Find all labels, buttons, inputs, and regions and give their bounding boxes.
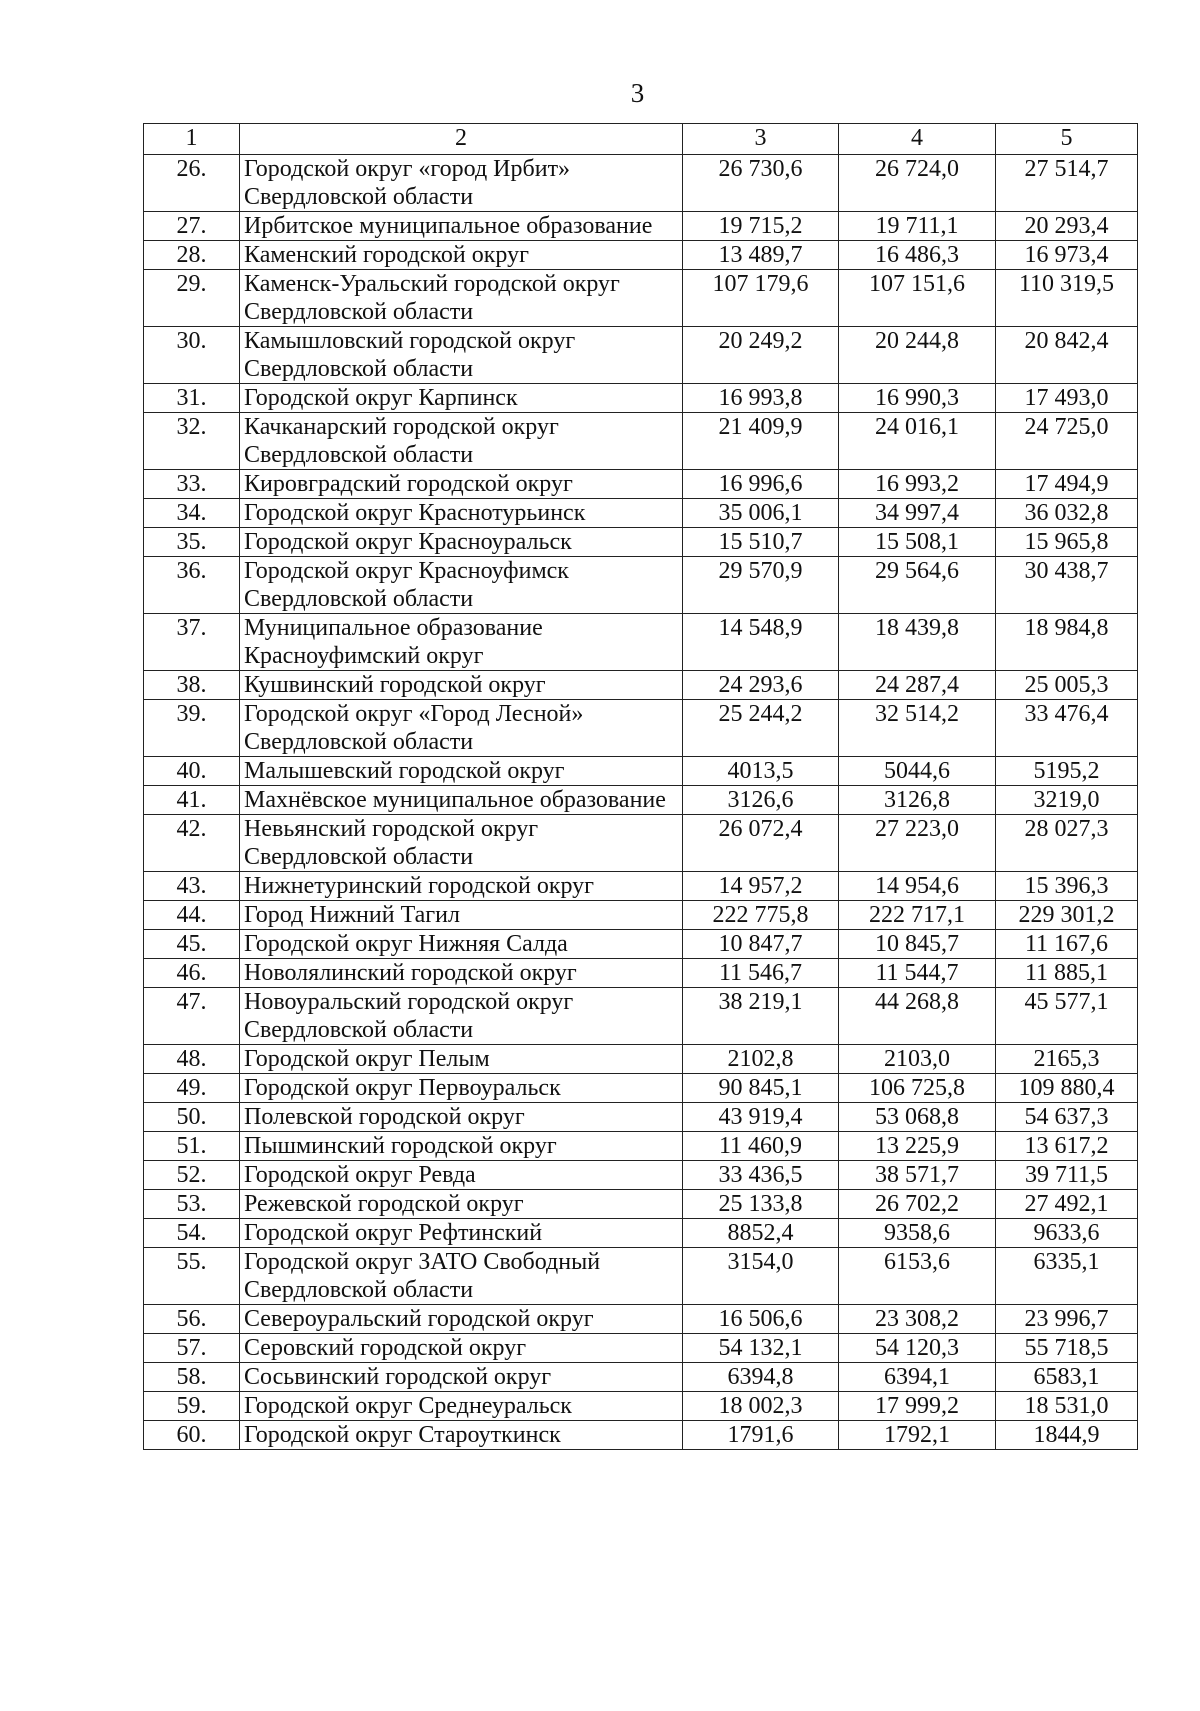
table-row: [144, 700, 1138, 757]
row-number-cell: 52.: [144, 1161, 240, 1190]
value-cell-col4: 16 486,3: [839, 241, 996, 270]
value-cell-col3: 1791,6: [683, 1421, 839, 1450]
row-number-cell: 32.: [144, 413, 240, 470]
value-cell-col5: 39 711,5: [996, 1161, 1138, 1190]
table-header-row: [144, 124, 1138, 155]
row-number-cell: 45.: [144, 930, 240, 959]
municipality-name-cell: Камышловский городской округ Свердловской области: [240, 327, 683, 384]
row-number-cell: 53.: [144, 1190, 240, 1219]
value-cell-col3: 14 548,9: [683, 614, 839, 671]
value-cell-col3: 29 570,9: [683, 557, 839, 614]
value-cell-col5: 20 842,4: [996, 327, 1138, 384]
value-cell-col5: 25 005,3: [996, 671, 1138, 700]
value-cell-col4: 32 514,2: [839, 700, 996, 757]
table-row: [144, 1103, 1138, 1132]
value-cell-col5: 30 438,7: [996, 557, 1138, 614]
municipality-name-cell: Нижнетуринский городской округ: [240, 872, 683, 901]
value-cell-col5: 229 301,2: [996, 901, 1138, 930]
municipality-name-cell: Городской округ Нижняя Салда: [240, 930, 683, 959]
value-cell-col4: 3126,8: [839, 786, 996, 815]
row-number-cell: 33.: [144, 470, 240, 499]
value-cell-col3: 33 436,5: [683, 1161, 839, 1190]
table-row: [144, 1363, 1138, 1392]
table-row: [144, 1045, 1138, 1074]
table-row: [144, 671, 1138, 700]
value-cell-col4: 10 845,7: [839, 930, 996, 959]
value-cell-col3: 38 219,1: [683, 988, 839, 1045]
value-cell-col5: 5195,2: [996, 757, 1138, 786]
value-cell-col4: 16 993,2: [839, 470, 996, 499]
row-number-cell: 54.: [144, 1219, 240, 1248]
value-cell-col3: 24 293,6: [683, 671, 839, 700]
value-cell-col4: 23 308,2: [839, 1305, 996, 1334]
table-row: [144, 499, 1138, 528]
municipality-name-cell: Режевской городской округ: [240, 1190, 683, 1219]
table-row: [144, 1219, 1138, 1248]
value-cell-col4: 106 725,8: [839, 1074, 996, 1103]
row-number-cell: 46.: [144, 959, 240, 988]
row-number-cell: 49.: [144, 1074, 240, 1103]
table-row: [144, 1392, 1138, 1421]
value-cell-col3: 222 775,8: [683, 901, 839, 930]
row-number-cell: 31.: [144, 384, 240, 413]
table-row: [144, 270, 1138, 327]
table-row: [144, 413, 1138, 470]
municipality-name-cell: Городской округ Староуткинск: [240, 1421, 683, 1450]
row-number-cell: 50.: [144, 1103, 240, 1132]
value-cell-col5: 20 293,4: [996, 212, 1138, 241]
row-number-cell: 26.: [144, 155, 240, 212]
table-row: [144, 384, 1138, 413]
row-number-cell: 48.: [144, 1045, 240, 1074]
value-cell-col3: 2102,8: [683, 1045, 839, 1074]
value-cell-col4: 27 223,0: [839, 815, 996, 872]
value-cell-col4: 2103,0: [839, 1045, 996, 1074]
value-cell-col3: 11 460,9: [683, 1132, 839, 1161]
municipality-name-cell: Город Нижний Тагил: [240, 901, 683, 930]
value-cell-col3: 43 919,4: [683, 1103, 839, 1132]
value-cell-col5: 17 494,9: [996, 470, 1138, 499]
municipality-name-cell: Кушвинский городской округ: [240, 671, 683, 700]
value-cell-col3: 35 006,1: [683, 499, 839, 528]
value-cell-col3: 14 957,2: [683, 872, 839, 901]
value-cell-col4: 24 287,4: [839, 671, 996, 700]
municipality-name-cell: Ирбитское муниципальное образование: [240, 212, 683, 241]
row-number-cell: 28.: [144, 241, 240, 270]
municipality-name-cell: Городской округ Среднеуральск: [240, 1392, 683, 1421]
value-cell-col4: 24 016,1: [839, 413, 996, 470]
value-cell-col4: 26 702,2: [839, 1190, 996, 1219]
value-cell-col4: 18 439,8: [839, 614, 996, 671]
value-cell-col3: 4013,5: [683, 757, 839, 786]
row-number-cell: 29.: [144, 270, 240, 327]
value-cell-col3: 25 133,8: [683, 1190, 839, 1219]
value-cell-col3: 16 996,6: [683, 470, 839, 499]
value-cell-col3: 90 845,1: [683, 1074, 839, 1103]
header-cell-2: 2: [240, 124, 683, 155]
municipality-name-cell: Городской округ Первоуральск: [240, 1074, 683, 1103]
value-cell-col3: 107 179,6: [683, 270, 839, 327]
table-row: [144, 872, 1138, 901]
value-cell-col5: 15 965,8: [996, 528, 1138, 557]
value-cell-col4: 1792,1: [839, 1421, 996, 1450]
value-cell-col3: 10 847,7: [683, 930, 839, 959]
municipality-name-cell: Городской округ «город Ирбит» Свердловской области: [240, 155, 683, 212]
value-cell-col3: 16 993,8: [683, 384, 839, 413]
value-cell-col5: 109 880,4: [996, 1074, 1138, 1103]
row-number-cell: 27.: [144, 212, 240, 241]
value-cell-col4: 11 544,7: [839, 959, 996, 988]
value-cell-col4: 38 571,7: [839, 1161, 996, 1190]
municipality-name-cell: Городской округ Пелым: [240, 1045, 683, 1074]
value-cell-col5: 3219,0: [996, 786, 1138, 815]
municipality-name-cell: Пышминский городской округ: [240, 1132, 683, 1161]
table-body: [144, 124, 1138, 1450]
value-cell-col5: 15 396,3: [996, 872, 1138, 901]
municipality-name-cell: Малышевский городской округ: [240, 757, 683, 786]
value-cell-col3: 3154,0: [683, 1248, 839, 1305]
value-cell-col3: 11 546,7: [683, 959, 839, 988]
municipality-name-cell: Сосьвинский городской округ: [240, 1363, 683, 1392]
row-number-cell: 37.: [144, 614, 240, 671]
municipality-table: [143, 123, 1138, 1450]
value-cell-col3: 26 072,4: [683, 815, 839, 872]
municipality-name-cell: Махнёвское муниципальное образование: [240, 786, 683, 815]
municipality-name-cell: Серовский городской округ: [240, 1334, 683, 1363]
row-number-cell: 36.: [144, 557, 240, 614]
table-row: [144, 1305, 1138, 1334]
value-cell-col5: 6335,1: [996, 1248, 1138, 1305]
row-number-cell: 51.: [144, 1132, 240, 1161]
header-cell-3: 3: [683, 124, 839, 155]
table-row: [144, 241, 1138, 270]
table-row: [144, 1074, 1138, 1103]
table-row: [144, 155, 1138, 212]
table-row: [144, 1248, 1138, 1305]
value-cell-col5: 54 637,3: [996, 1103, 1138, 1132]
value-cell-col4: 26 724,0: [839, 155, 996, 212]
table-row: [144, 959, 1138, 988]
row-number-cell: 58.: [144, 1363, 240, 1392]
municipality-name-cell: Новолялинский городской округ: [240, 959, 683, 988]
value-cell-col3: 8852,4: [683, 1219, 839, 1248]
value-cell-col5: 17 493,0: [996, 384, 1138, 413]
value-cell-col4: 54 120,3: [839, 1334, 996, 1363]
value-cell-col3: 18 002,3: [683, 1392, 839, 1421]
municipality-name-cell: Качканарский городской округ Свердловской области: [240, 413, 683, 470]
municipality-name-cell: Каменский городской округ: [240, 241, 683, 270]
municipality-name-cell: Городской округ Красноуфимск Свердловской области: [240, 557, 683, 614]
value-cell-col4: 222 717,1: [839, 901, 996, 930]
value-cell-col5: 1844,9: [996, 1421, 1138, 1450]
value-cell-col5: 18 531,0: [996, 1392, 1138, 1421]
header-cell-4: 4: [839, 124, 996, 155]
value-cell-col3: 6394,8: [683, 1363, 839, 1392]
value-cell-col5: 27 514,7: [996, 155, 1138, 212]
value-cell-col5: 45 577,1: [996, 988, 1138, 1045]
value-cell-col4: 20 244,8: [839, 327, 996, 384]
row-number-cell: 60.: [144, 1421, 240, 1450]
value-cell-col4: 13 225,9: [839, 1132, 996, 1161]
municipality-name-cell: Городской округ ЗАТО Свободный Свердловской области: [240, 1248, 683, 1305]
municipality-name-cell: Городской округ «Город Лесной» Свердловской области: [240, 700, 683, 757]
table-row: [144, 1421, 1138, 1450]
row-number-cell: 39.: [144, 700, 240, 757]
value-cell-col4: 19 711,1: [839, 212, 996, 241]
table-row: [144, 757, 1138, 786]
value-cell-col5: 36 032,8: [996, 499, 1138, 528]
value-cell-col5: 11 885,1: [996, 959, 1138, 988]
value-cell-col4: 53 068,8: [839, 1103, 996, 1132]
value-cell-col4: 34 997,4: [839, 499, 996, 528]
row-number-cell: 40.: [144, 757, 240, 786]
municipality-name-cell: Полевской городской округ: [240, 1103, 683, 1132]
header-cell-5: 5: [996, 124, 1138, 155]
table-row: [144, 815, 1138, 872]
value-cell-col4: 14 954,6: [839, 872, 996, 901]
row-number-cell: 56.: [144, 1305, 240, 1334]
value-cell-col5: 27 492,1: [996, 1190, 1138, 1219]
value-cell-col3: 16 506,6: [683, 1305, 839, 1334]
value-cell-col5: 55 718,5: [996, 1334, 1138, 1363]
table-row: [144, 212, 1138, 241]
municipality-name-cell: Североуральский городской округ: [240, 1305, 683, 1334]
value-cell-col4: 17 999,2: [839, 1392, 996, 1421]
header-cell-1: 1: [144, 124, 240, 155]
value-cell-col3: 3126,6: [683, 786, 839, 815]
value-cell-col4: 6153,6: [839, 1248, 996, 1305]
value-cell-col5: 6583,1: [996, 1363, 1138, 1392]
table-row: [144, 930, 1138, 959]
table-row: [144, 327, 1138, 384]
value-cell-col4: 9358,6: [839, 1219, 996, 1248]
table-row: [144, 1161, 1138, 1190]
value-cell-col3: 20 249,2: [683, 327, 839, 384]
municipality-name-cell: Кировградский городской округ: [240, 470, 683, 499]
row-number-cell: 59.: [144, 1392, 240, 1421]
table-row: [144, 988, 1138, 1045]
value-cell-col5: 110 319,5: [996, 270, 1138, 327]
page-number: 3: [630, 78, 645, 108]
table-row: [144, 786, 1138, 815]
value-cell-col4: 5044,6: [839, 757, 996, 786]
value-cell-col3: 19 715,2: [683, 212, 839, 241]
table-row: [144, 557, 1138, 614]
row-number-cell: 44.: [144, 901, 240, 930]
value-cell-col4: 15 508,1: [839, 528, 996, 557]
row-number-cell: 41.: [144, 786, 240, 815]
value-cell-col5: 18 984,8: [996, 614, 1138, 671]
municipality-name-cell: Городской округ Краснотурьинск: [240, 499, 683, 528]
value-cell-col4: 16 990,3: [839, 384, 996, 413]
table-row: [144, 470, 1138, 499]
table-row: [144, 1190, 1138, 1219]
row-number-cell: 42.: [144, 815, 240, 872]
row-number-cell: 38.: [144, 671, 240, 700]
value-cell-col4: 44 268,8: [839, 988, 996, 1045]
value-cell-col5: 9633,6: [996, 1219, 1138, 1248]
value-cell-col4: 6394,1: [839, 1363, 996, 1392]
value-cell-col5: 28 027,3: [996, 815, 1138, 872]
municipality-name-cell: Муниципальное образование Красноуфимский округ: [240, 614, 683, 671]
value-cell-col5: 13 617,2: [996, 1132, 1138, 1161]
municipality-name-cell: Городской округ Рефтинский: [240, 1219, 683, 1248]
municipality-name-cell: Городской округ Карпинск: [240, 384, 683, 413]
table-row: [144, 528, 1138, 557]
value-cell-col5: 24 725,0: [996, 413, 1138, 470]
municipality-name-cell: Новоуральский городской округ Свердловской области: [240, 988, 683, 1045]
municipality-name-cell: Невьянский городской округ Свердловской области: [240, 815, 683, 872]
municipality-name-cell: Каменск-Уральский городской округ Свердловской области: [240, 270, 683, 327]
row-number-cell: 34.: [144, 499, 240, 528]
value-cell-col5: 16 973,4: [996, 241, 1138, 270]
table-row: [144, 1132, 1138, 1161]
value-cell-col3: 15 510,7: [683, 528, 839, 557]
municipality-name-cell: Городской округ Ревда: [240, 1161, 683, 1190]
value-cell-col3: 25 244,2: [683, 700, 839, 757]
value-cell-col5: 33 476,4: [996, 700, 1138, 757]
row-number-cell: 47.: [144, 988, 240, 1045]
value-cell-col3: 54 132,1: [683, 1334, 839, 1363]
row-number-cell: 35.: [144, 528, 240, 557]
row-number-cell: 30.: [144, 327, 240, 384]
table-row: [144, 901, 1138, 930]
value-cell-col3: 26 730,6: [683, 155, 839, 212]
value-cell-col3: 21 409,9: [683, 413, 839, 470]
municipality-name-cell: Городской округ Красноуральск: [240, 528, 683, 557]
row-number-cell: 43.: [144, 872, 240, 901]
value-cell-col4: 29 564,6: [839, 557, 996, 614]
value-cell-col3: 13 489,7: [683, 241, 839, 270]
table-row: [144, 1334, 1138, 1363]
value-cell-col4: 107 151,6: [839, 270, 996, 327]
table-row: [144, 614, 1138, 671]
row-number-cell: 55.: [144, 1248, 240, 1305]
value-cell-col5: 11 167,6: [996, 930, 1138, 959]
row-number-cell: 57.: [144, 1334, 240, 1363]
value-cell-col5: 23 996,7: [996, 1305, 1138, 1334]
value-cell-col5: 2165,3: [996, 1045, 1138, 1074]
